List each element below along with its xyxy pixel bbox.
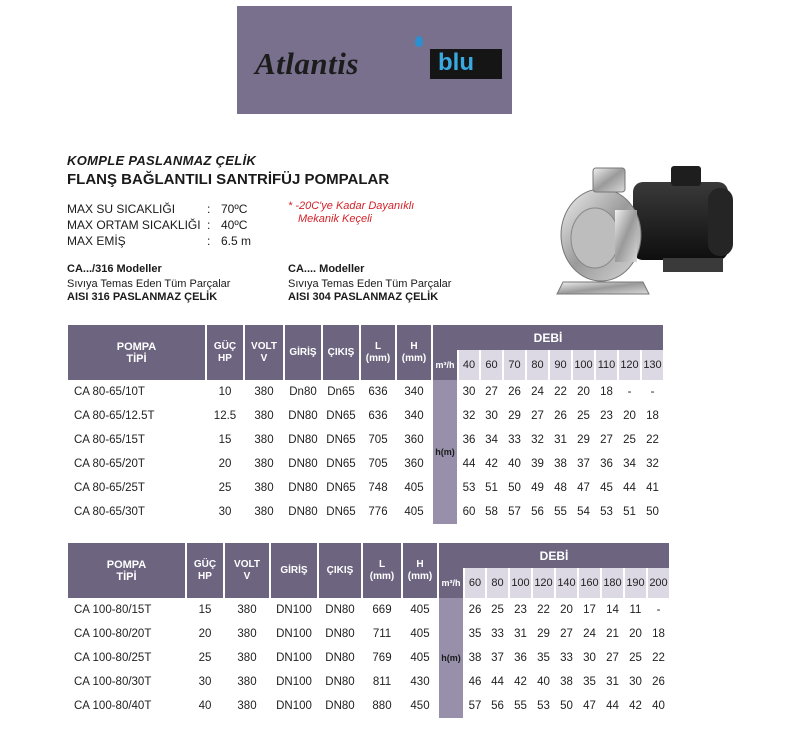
voltage-cell: 380 [254, 434, 274, 446]
flow-value: 70 [504, 350, 525, 380]
head-value-cell: 40 [652, 700, 665, 712]
table-row [68, 500, 663, 524]
header-text: (mm) [365, 352, 391, 364]
head-value-cell: 17 [583, 604, 596, 616]
seal-note [288, 200, 414, 226]
inlet-cell: DN80 [288, 506, 318, 518]
outlet-cell: Dn65 [327, 386, 355, 398]
head-value-cell: 18 [652, 628, 665, 640]
head-value-cell: 24 [583, 628, 596, 640]
head-value-cell: 51 [485, 482, 498, 494]
height-cell: 340 [404, 410, 424, 422]
head-value-cell: 18 [646, 410, 659, 422]
head-value-cell: 53 [600, 506, 613, 518]
col-header-l [363, 543, 401, 598]
header-text: L [374, 340, 382, 352]
header-text: HP [218, 352, 232, 364]
head-value-cell: 48 [554, 482, 567, 494]
spec-label: MAX SU SICAKLIĞI [67, 202, 176, 216]
head-value-cell: 37 [491, 652, 504, 664]
header-text: GÜÇ [213, 340, 237, 352]
head-value-cell: 27 [606, 652, 619, 664]
outlet-cell: DN65 [326, 434, 356, 446]
head-value-cell: 24 [531, 386, 544, 398]
flow-value: 60 [465, 568, 485, 598]
col-header-debi: DEBİ [439, 543, 669, 568]
head-value-cell: 25 [491, 604, 504, 616]
header-text: VOLT [251, 340, 277, 352]
height-cell: 340 [404, 386, 424, 398]
head-value-cell: 37 [577, 458, 590, 470]
head-value-cell: 53 [462, 482, 476, 494]
head-value-cell: 25 [623, 434, 636, 446]
height-cell: 405 [404, 506, 424, 518]
head-value-cell: 27 [560, 628, 573, 640]
flow-unit: m³/h [439, 568, 463, 598]
voltage-cell: 380 [237, 628, 257, 640]
length-cell: 669 [372, 604, 392, 616]
head-value-cell: 27 [600, 434, 613, 446]
head-value-cell: 22 [652, 652, 665, 664]
power-cell: 20 [198, 628, 212, 640]
head-value-cell: 36 [600, 458, 613, 470]
pump-type-cell: CA 100-80/40T [74, 700, 152, 712]
head-value-cell: 29 [537, 628, 550, 640]
head-value-cell: 30 [629, 676, 642, 688]
head-unit-cell: h(m) [439, 598, 463, 718]
head-value-cell: 38 [468, 652, 482, 664]
spec-sep: : [207, 218, 211, 232]
pump-type-cell: CA 80-65/15T [74, 434, 145, 446]
height-cell: 405 [410, 652, 430, 664]
header-text: (mm) [369, 570, 395, 582]
power-cell: 25 [198, 652, 212, 664]
head-value-cell: 47 [583, 700, 596, 712]
head-value-cell: 42 [485, 458, 498, 470]
head-value-cell: 57 [508, 506, 521, 518]
col-header-pompa [68, 325, 205, 380]
head-value-cell: 42 [514, 676, 527, 688]
header-text: HP [198, 570, 212, 582]
voltage-cell: 380 [237, 700, 257, 712]
spec-sep: : [207, 234, 211, 248]
pump-type-cell: CA 100-80/15T [74, 604, 152, 616]
length-cell: 705 [368, 434, 388, 446]
header-text: TİPİ [126, 352, 147, 365]
col-header-debi: DEBİ [433, 325, 663, 350]
head-value-cell: 44 [462, 458, 476, 470]
inlet-cell: DN80 [288, 434, 318, 446]
head-value-cell: 20 [577, 386, 590, 398]
head-value-cell: 30 [462, 386, 476, 398]
table-row [68, 476, 663, 500]
head-value-cell: 41 [646, 482, 659, 494]
head-value-cell: 40 [508, 458, 521, 470]
head-value-cell: 25 [629, 652, 642, 664]
length-cell: 748 [368, 482, 388, 494]
pump-table-100-80 [66, 543, 671, 718]
pump-type-cell: CA 80-65/25T [74, 482, 145, 494]
col-header-h [397, 325, 431, 380]
heading-line1: KOMPLE PASLANMAZ ÇELİK [67, 153, 257, 168]
pump-type-cell: CA 100-80/20T [74, 628, 152, 640]
flow-value: 120 [619, 350, 640, 380]
head-value-cell: 40 [537, 676, 550, 688]
col-header-volt [245, 325, 283, 380]
flow-value: 40 [459, 350, 479, 380]
flow-value: 80 [527, 350, 548, 380]
head-value-cell: 32 [462, 410, 476, 422]
head-value-cell: 29 [508, 410, 521, 422]
header-text: (mm) [401, 352, 427, 364]
header-text: L [378, 558, 386, 570]
power-cell: 30 [218, 506, 232, 518]
table-row [68, 452, 663, 476]
head-value-cell: 32 [646, 458, 659, 470]
heading-line2: FLANŞ BAĞLANTILI SANTRİFÜJ POMPALAR [67, 171, 390, 188]
voltage-cell: 380 [254, 410, 274, 422]
flow-value: 100 [573, 350, 594, 380]
col-header-volt [225, 543, 269, 598]
power-cell: 25 [218, 482, 232, 494]
voltage-cell: 380 [254, 506, 274, 518]
head-value-cell: 33 [508, 434, 521, 446]
flow-value: 140 [556, 568, 577, 598]
seal-note-line2: Mekanik Keçeli [298, 213, 372, 225]
model-304-material: AISI 304 PASLANMAZ ÇELİK [288, 291, 439, 303]
head-value-cell: 33 [491, 628, 504, 640]
head-value-cell: 35 [468, 628, 482, 640]
length-cell: 811 [372, 676, 392, 688]
head-value-cell: 35 [583, 676, 596, 688]
model-304-title: CA.... Modeller [288, 263, 365, 275]
flow-value: 90 [550, 350, 571, 380]
head-value-cell: - [656, 604, 661, 616]
pump-type-cell: CA 100-80/25T [74, 652, 152, 664]
col-header-h [403, 543, 437, 598]
head-value-cell: 23 [600, 410, 613, 422]
table-row [68, 428, 663, 452]
seal-note-line1: * -20C'ye Kadar Dayanıklı [288, 200, 415, 212]
header-text: V [260, 352, 268, 364]
head-value-cell: 23 [514, 604, 527, 616]
voltage-cell: 380 [237, 652, 257, 664]
head-value-cell: 27 [485, 386, 498, 398]
spec-sep: : [207, 202, 211, 216]
head-value-cell: 26 [468, 604, 482, 616]
height-cell: 430 [410, 676, 430, 688]
height-cell: 450 [410, 700, 430, 712]
col-header-giris: GİRİŞ [285, 325, 321, 380]
table-row [68, 694, 669, 718]
head-value-cell: 42 [629, 700, 642, 712]
flow-value: 190 [625, 568, 646, 598]
outlet-cell: DN65 [326, 458, 356, 470]
header-text: H [416, 558, 424, 570]
length-cell: 880 [372, 700, 392, 712]
pump-image [553, 160, 753, 300]
inlet-cell: DN100 [276, 628, 312, 640]
header-text: VOLT [234, 558, 260, 570]
height-cell: 405 [410, 604, 430, 616]
col-header-cikis: ÇIKIŞ [323, 325, 359, 380]
inlet-cell: DN100 [276, 652, 312, 664]
height-cell: 405 [410, 628, 430, 640]
power-cell: 20 [218, 458, 232, 470]
head-value-cell: 35 [537, 652, 550, 664]
head-value-cell: 58 [485, 506, 498, 518]
header-text: H [410, 340, 418, 352]
model-316-desc: Sıvıya Temas Eden Tüm Parçalar [67, 278, 231, 290]
outlet-cell: DN80 [325, 652, 355, 664]
spec-label: MAX EMİŞ [67, 234, 126, 248]
spec-row [67, 234, 251, 248]
head-value-cell: 20 [623, 410, 636, 422]
inlet-cell: DN100 [276, 700, 312, 712]
head-value-cell: 31 [514, 628, 527, 640]
spec-label: MAX ORTAM SICAKLIĞI [67, 218, 201, 232]
head-value-cell: 20 [560, 604, 573, 616]
power-cell: 15 [218, 434, 232, 446]
head-value-cell: 38 [560, 676, 573, 688]
head-value-cell: 22 [646, 434, 659, 446]
head-value-cell: 29 [577, 434, 590, 446]
pump-type-cell: CA 100-80/30T [74, 676, 152, 688]
head-value-cell: 11 [629, 604, 642, 616]
head-unit-cell: h(m) [433, 380, 457, 524]
col-header-cikis: ÇIKIŞ [319, 543, 361, 598]
head-value-cell: 22 [554, 386, 567, 398]
head-value-cell: 34 [623, 458, 636, 470]
col-header-guc [187, 543, 223, 598]
flow-unit: m³/h [433, 350, 457, 380]
head-value-cell: 50 [646, 506, 659, 518]
height-cell: 360 [404, 434, 424, 446]
head-value-cell: 31 [554, 434, 567, 446]
model-316-material: AISI 316 PASLANMAZ ÇELİK [67, 291, 218, 303]
head-value-cell: 22 [537, 604, 550, 616]
brand-name: Atlantis [255, 46, 359, 81]
head-value-cell: 30 [583, 652, 596, 664]
head-value-cell: 44 [491, 676, 504, 688]
length-cell: 769 [372, 652, 392, 664]
col-header-pompa [68, 543, 185, 598]
power-cell: 10 [218, 386, 232, 398]
head-value-cell: 44 [623, 482, 636, 494]
head-value-cell: 39 [531, 458, 544, 470]
head-value-cell: 46 [468, 676, 482, 688]
outlet-cell: DN80 [325, 604, 355, 616]
col-header-giris: GİRİŞ [271, 543, 317, 598]
head-value-cell: 51 [623, 506, 636, 518]
pump-type-cell: CA 80-65/30T [74, 506, 145, 518]
table-row [68, 622, 669, 646]
head-value-cell: 18 [600, 386, 613, 398]
table-row [68, 404, 663, 428]
voltage-cell: 380 [254, 458, 274, 470]
flow-value: 200 [648, 568, 669, 598]
brand-suffix: blu [430, 49, 502, 79]
head-value-cell: 38 [554, 458, 567, 470]
head-value-cell: 30 [485, 410, 498, 422]
inlet-cell: Dn80 [289, 386, 317, 398]
head-value-cell: 60 [462, 506, 476, 518]
spec-value: 70ºC [221, 202, 248, 216]
length-cell: 711 [372, 628, 392, 640]
table-row [68, 646, 669, 670]
spec-value: 40ºC [221, 218, 248, 232]
outlet-cell: DN80 [325, 676, 355, 688]
outlet-cell: DN80 [325, 628, 355, 640]
head-value-cell: 50 [508, 482, 521, 494]
head-value-cell: - [650, 386, 655, 398]
height-cell: 360 [404, 458, 424, 470]
inlet-cell: DN80 [288, 482, 318, 494]
outlet-cell: DN65 [326, 506, 356, 518]
col-header-guc [207, 325, 243, 380]
voltage-cell: 380 [237, 676, 257, 688]
power-cell: 12.5 [213, 410, 237, 422]
head-value-cell: 45 [600, 482, 613, 494]
inlet-cell: DN100 [276, 676, 312, 688]
head-value-cell: 26 [508, 386, 521, 398]
head-value-cell: 36 [514, 652, 527, 664]
head-value-cell: 49 [531, 482, 544, 494]
outlet-cell: DN65 [326, 482, 356, 494]
length-cell: 776 [368, 506, 388, 518]
head-value-cell: 55 [514, 700, 527, 712]
flow-value: 110 [596, 350, 617, 380]
flow-value: 160 [579, 568, 600, 598]
power-cell: 40 [198, 700, 212, 712]
head-value-cell: 44 [606, 700, 619, 712]
flow-value: 120 [533, 568, 554, 598]
head-value-cell: - [627, 386, 632, 398]
head-value-cell: 20 [629, 628, 642, 640]
length-cell: 636 [368, 386, 388, 398]
flow-value: 100 [510, 568, 531, 598]
flow-value: 130 [642, 350, 663, 380]
pump-type-cell: CA 80-65/20T [74, 458, 145, 470]
head-value-cell: 47 [577, 482, 590, 494]
pump-type-cell: CA 80-65/12.5T [74, 410, 155, 422]
head-value-cell: 25 [577, 410, 590, 422]
header-text: POMPA [116, 340, 157, 353]
head-value-cell: 14 [606, 604, 619, 616]
header-text: GÜÇ [193, 558, 217, 570]
voltage-cell: 380 [254, 386, 274, 398]
head-value-cell: 36 [462, 434, 476, 446]
length-cell: 705 [368, 458, 388, 470]
head-value-cell: 54 [577, 506, 590, 518]
outlet-cell: DN80 [325, 700, 355, 712]
power-cell: 15 [198, 604, 212, 616]
head-value-cell: 26 [554, 410, 567, 422]
model-316-title: CA.../316 Modeller [67, 263, 162, 275]
outlet-cell: DN65 [326, 410, 356, 422]
table-row [68, 670, 669, 694]
power-cell: 30 [198, 676, 212, 688]
head-value-cell: 32 [531, 434, 544, 446]
head-value-cell: 56 [531, 506, 544, 518]
height-cell: 405 [404, 482, 424, 494]
voltage-cell: 380 [254, 482, 274, 494]
head-value-cell: 31 [606, 676, 619, 688]
header-text: TİPİ [116, 570, 137, 583]
flow-value: 180 [602, 568, 623, 598]
voltage-cell: 380 [237, 604, 257, 616]
table-row [68, 380, 663, 404]
col-header-l [361, 325, 395, 380]
header-text: V [243, 570, 251, 582]
pump-type-cell: CA 80-65/10T [74, 386, 145, 398]
head-value-cell: 21 [606, 628, 619, 640]
spec-row [67, 202, 247, 216]
pump-table-80-65 [66, 325, 665, 524]
model-304-desc: Sıvıya Temas Eden Tüm Parçalar [288, 278, 452, 290]
head-value-cell: 53 [537, 700, 550, 712]
head-value-cell: 55 [554, 506, 567, 518]
head-value-cell: 57 [468, 700, 482, 712]
head-value-cell: 27 [531, 410, 544, 422]
flow-value: 80 [487, 568, 508, 598]
inlet-cell: DN100 [276, 604, 312, 616]
head-value-cell: 26 [652, 676, 665, 688]
head-value-cell: 34 [485, 434, 498, 446]
inlet-cell: DN80 [288, 458, 318, 470]
inlet-cell: DN80 [288, 410, 318, 422]
header-text: (mm) [407, 570, 433, 582]
spec-value: 6.5 m [221, 234, 252, 248]
flow-value: 60 [481, 350, 502, 380]
head-value-cell: 56 [491, 700, 504, 712]
head-value-cell: 50 [560, 700, 573, 712]
brand-logo [237, 6, 512, 114]
head-value-cell: 33 [560, 652, 573, 664]
spec-row [67, 218, 247, 232]
length-cell: 636 [368, 410, 388, 422]
header-text: POMPA [106, 558, 147, 571]
water-drop-icon [415, 36, 423, 47]
table-row [68, 598, 669, 622]
